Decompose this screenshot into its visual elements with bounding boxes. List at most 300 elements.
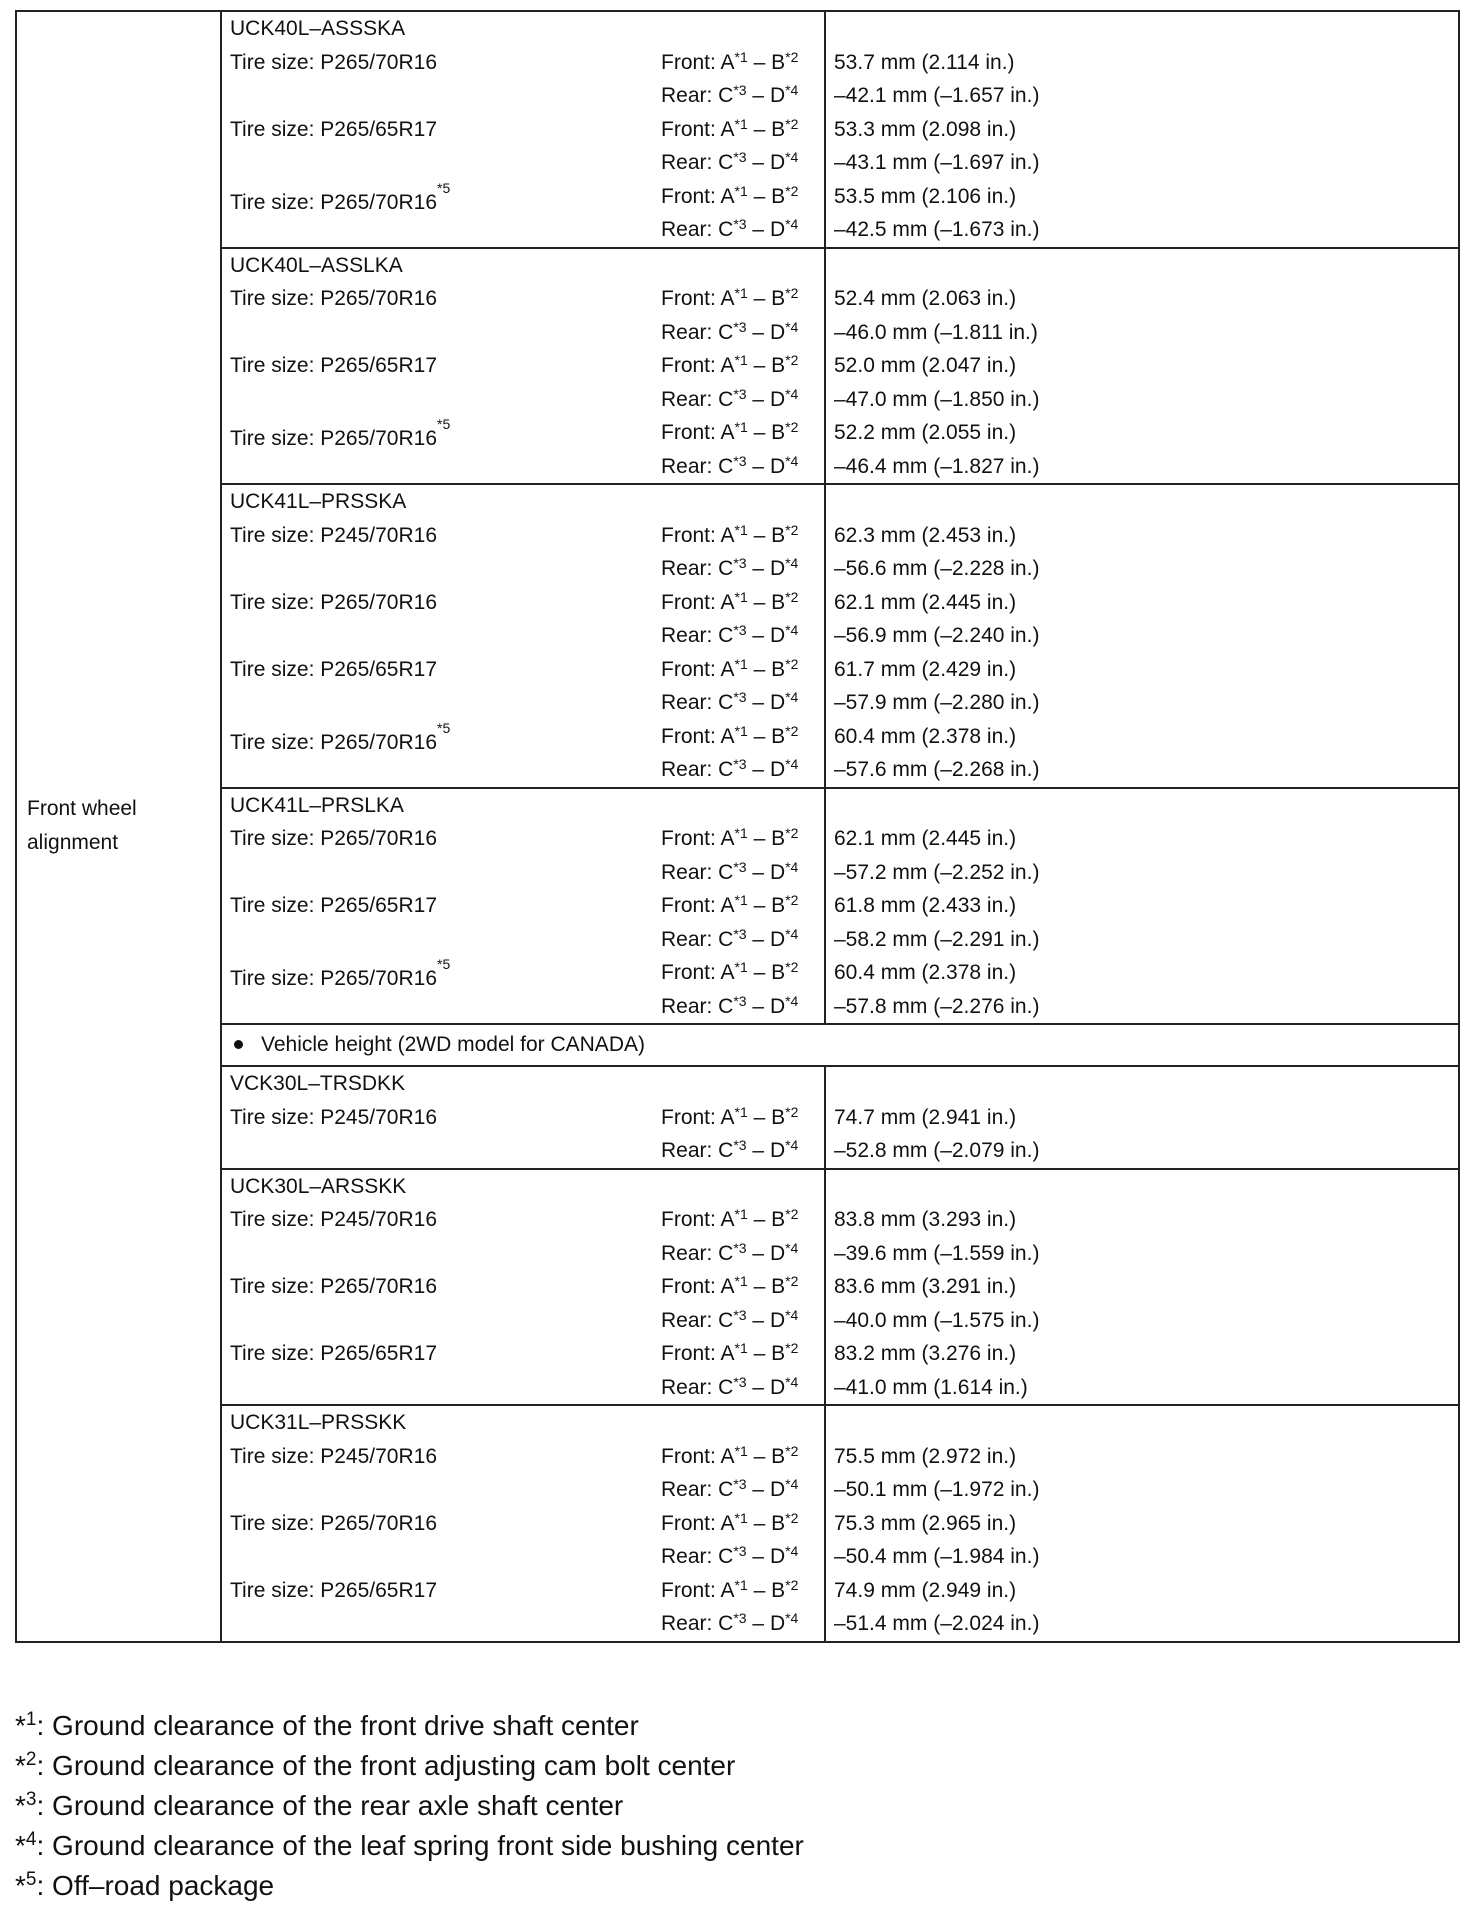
tire-rear-line (222, 383, 824, 417)
position-mid: – D (746, 1241, 786, 1265)
position-mid: – B (747, 1444, 786, 1468)
front-position-label (661, 720, 798, 756)
position-mark: *1 (734, 1509, 748, 1526)
tire-front-line (222, 653, 824, 687)
position-mark: *4 (785, 756, 799, 772)
position-mark: *1 (734, 825, 748, 841)
tire-size-text: Tire size: P265/70R16 (230, 1275, 437, 1298)
front-clearance-value: 83.8 mm (3.293 in.) (834, 1208, 1017, 1231)
position-mid: – D (746, 624, 786, 647)
position-mark: *3 (733, 756, 747, 772)
position-mid: – D (746, 1612, 786, 1635)
footnote-text: Ground clearance of the front adjusting cam bolt center (52, 1750, 736, 1781)
front-position-label (661, 653, 798, 689)
rear-position-label (661, 383, 798, 419)
rear-clearance-value: –52.8 mm (–2.079 in.) (834, 1139, 1040, 1162)
position-mark: *2 (785, 1576, 799, 1593)
rear-clearance-value: –56.9 mm (–2.240 in.) (834, 624, 1040, 647)
position-mark: *4 (785, 992, 799, 1009)
model-code: UCK40L–ASSSKA (230, 17, 406, 40)
tire-size (230, 1440, 437, 1474)
tire-size-text: Tire size: P265/65R17 (230, 1342, 437, 1365)
position-mid: – B (747, 287, 786, 310)
model-group-row (16, 788, 1459, 1025)
position-mark: *4 (785, 385, 799, 402)
footnote-separator: : (36, 1790, 53, 1821)
front-position-label (661, 956, 798, 992)
position-mark: *3 (733, 318, 747, 335)
tire-footnote-mark: *5 (437, 416, 451, 432)
footnote (15, 1706, 1455, 1746)
position-mid: – D (746, 1545, 786, 1568)
tire-front-line (222, 1574, 824, 1608)
position-mark: *3 (733, 1239, 747, 1256)
position-prefix: Front: A (661, 354, 735, 377)
position-mark: *3 (733, 385, 747, 402)
position-mark: *1 (734, 1103, 748, 1120)
front-clearance-value: 75.5 mm (2.972 in.) (834, 1444, 1017, 1468)
rear-position-label (661, 856, 798, 892)
rear-position-label (661, 1237, 798, 1273)
rear-position-label (661, 552, 798, 588)
tire-rear-line (222, 1371, 824, 1405)
rear-position-label (661, 1134, 798, 1170)
tire-front-line (222, 822, 824, 856)
position-mid: – D (746, 927, 786, 951)
position-prefix: Front: A (661, 724, 735, 748)
front-clearance-value: 83.6 mm (3.291 in.) (834, 1275, 1017, 1298)
position-mark: *3 (733, 622, 747, 638)
position-prefix: Rear: C (661, 1139, 734, 1162)
position-mid: – B (747, 50, 786, 74)
tire-rear-line (222, 316, 824, 350)
row-label-cell (16, 11, 221, 1642)
front-position-label (661, 46, 798, 82)
tire-rear-line (222, 686, 824, 720)
position-prefix: Front: A (661, 1444, 735, 1468)
model-value-spacer (826, 12, 1458, 46)
position-mark: *1 (734, 892, 748, 908)
position-mark: *4 (785, 1239, 799, 1256)
rear-position-label (661, 316, 798, 352)
position-mark: *2 (785, 1509, 799, 1526)
footnote (15, 1746, 1455, 1786)
position-mark: *1 (734, 182, 748, 199)
tire-footnote-mark: *5 (437, 179, 451, 196)
position-mid: – B (747, 1578, 786, 1602)
position-mark: *2 (785, 1206, 799, 1222)
position-mark: *3 (733, 1373, 747, 1390)
tire-front-line (222, 1101, 824, 1135)
wheel-alignment-spec-table (15, 10, 1460, 1643)
tire-front-line (222, 1440, 824, 1474)
rear-position-label (661, 1371, 798, 1407)
position-mid: – D (746, 557, 786, 580)
position-mark: *4 (785, 1543, 799, 1559)
front-clearance-value: 53.7 mm (2.114 in.) (834, 50, 1015, 74)
value-cell (825, 1066, 1459, 1169)
position-mark: *1 (734, 655, 748, 672)
tire-rear-line (222, 990, 824, 1024)
tire-size-text: Tire size: P245/70R16 (230, 1208, 437, 1231)
position-mid: – B (747, 1275, 786, 1298)
position-prefix: Front: A (661, 117, 735, 141)
tire-front-line (222, 1270, 824, 1304)
model-group-row (16, 11, 1459, 248)
position-mid: – B (747, 523, 786, 547)
position-mark: *3 (733, 992, 747, 1009)
position-mid: – D (746, 691, 786, 714)
tire-rear-line (222, 1304, 824, 1338)
rear-clearance-value: –51.4 mm (–2.024 in.) (834, 1612, 1040, 1635)
tire-size (230, 519, 437, 553)
tire-front-line (222, 1337, 824, 1371)
front-clearance-value: 61.7 mm (2.429 in.) (834, 657, 1017, 681)
model-group-row (16, 1169, 1459, 1406)
front-position-label (661, 113, 798, 149)
rear-clearance-value: –39.6 mm (–1.559 in.) (834, 1241, 1040, 1265)
rear-position-label (661, 79, 798, 115)
model-code: VCK30L–TRSDKK (230, 1072, 406, 1095)
tire-rear-line (222, 856, 824, 890)
footnote-asterisk: * (15, 1710, 26, 1741)
position-mark: *2 (785, 1442, 799, 1459)
tire-front-line (222, 349, 824, 383)
model-code: UCK31L–PRSSKK (230, 1411, 407, 1434)
tire-size (230, 889, 437, 923)
position-mark: *2 (785, 419, 799, 435)
tire-front-line (222, 282, 824, 316)
position-mark: *2 (785, 182, 799, 199)
tire-size-text: Tire size: P265/65R17 (230, 894, 437, 917)
rear-clearance-value: –42.1 mm (–1.657 in.) (834, 84, 1040, 107)
front-position-label (661, 586, 798, 622)
tire-size (230, 653, 437, 687)
section-heading-text: Vehicle height (2WD model for CANADA) (261, 1033, 645, 1056)
position-mark: *3 (733, 82, 747, 98)
tire-front-line (222, 416, 824, 450)
footnote (15, 1866, 1455, 1906)
bullet-icon (234, 1040, 243, 1049)
front-position-label (661, 1574, 798, 1610)
footnote-text: Off–road package (52, 1870, 275, 1901)
front-position-label (661, 1337, 798, 1373)
model-value-spacer (826, 789, 1458, 823)
position-mid: – D (746, 320, 786, 344)
position-prefix: Front: A (661, 287, 735, 310)
front-position-label (661, 822, 798, 858)
tire-front-line (222, 956, 824, 990)
rear-clearance-value: –57.6 mm (–2.268 in.) (834, 758, 1040, 781)
rear-clearance-value: –41.0 mm (1.614 in.) (834, 1375, 1028, 1399)
position-mark: *2 (785, 655, 799, 672)
front-position-label (661, 889, 798, 925)
position-mark: *2 (785, 892, 799, 908)
position-mid: – B (747, 961, 786, 984)
position-prefix: Rear: C (661, 994, 734, 1018)
tire-footnote-mark: *5 (437, 719, 451, 736)
position-prefix: Front: A (661, 1208, 735, 1231)
tire-rear-line (222, 79, 824, 113)
position-mid: – D (746, 454, 786, 478)
footnote (15, 1826, 1455, 1866)
rear-clearance-value: –46.0 mm (–1.811 in.) (834, 320, 1038, 344)
position-mark: *4 (785, 622, 799, 638)
position-mark: *1 (734, 1576, 748, 1593)
tire-rear-line (222, 1237, 824, 1271)
position-mark: *4 (785, 1137, 799, 1153)
position-mark: *1 (734, 1206, 748, 1222)
position-mark: *1 (734, 722, 748, 739)
position-mid: – D (746, 994, 786, 1018)
position-mark: *4 (785, 82, 799, 98)
condition-cell (221, 11, 825, 248)
tire-size (230, 1337, 437, 1371)
position-mark: *2 (785, 1340, 799, 1356)
rear-clearance-value: –57.2 mm (–2.252 in.) (834, 860, 1040, 884)
model-value-spacer (826, 249, 1458, 283)
footnote-mark (15, 1870, 36, 1901)
front-position-label (661, 1203, 798, 1239)
rear-clearance-value: –50.4 mm (–1.984 in.) (834, 1545, 1040, 1568)
row-label-line: alignment (27, 831, 119, 855)
front-clearance-value: 83.2 mm (3.276 in.) (834, 1342, 1017, 1365)
tire-size-text: Tire size: P265/70R16 (230, 287, 437, 310)
rear-position-label (661, 1540, 798, 1576)
position-prefix: Front: A (661, 827, 735, 850)
tire-rear-line (222, 619, 824, 653)
rear-position-label (661, 1473, 798, 1509)
position-prefix: Front: A (661, 50, 735, 74)
model-group-row (16, 484, 1459, 788)
tire-size (230, 349, 437, 383)
position-mark: *4 (785, 318, 799, 335)
footnote-mark (15, 1710, 36, 1741)
footnotes (15, 1706, 1455, 1906)
model-code: UCK41L–PRSLKA (230, 793, 404, 817)
model-code: UCK41L–PRSSKA (230, 490, 407, 513)
tire-size-text: Tire size: P265/70R16 (230, 590, 437, 614)
position-mid: – D (746, 84, 786, 107)
tire-front-line (222, 1203, 824, 1237)
position-prefix: Front: A (661, 1275, 735, 1298)
front-position-label (661, 1440, 798, 1476)
model-group-row (16, 1066, 1459, 1169)
position-prefix: Rear: C (661, 557, 734, 580)
tire-size-text: Tire size: P265/70R16 (230, 1511, 437, 1535)
front-clearance-value: 75.3 mm (2.965 in.) (834, 1511, 1017, 1535)
front-clearance-value: 74.9 mm (2.949 in.) (834, 1578, 1017, 1602)
footnote-separator: : (36, 1750, 53, 1781)
footnote-asterisk: * (15, 1790, 26, 1821)
model-value-spacer (826, 485, 1458, 519)
position-mark: *4 (785, 555, 799, 571)
position-mid: – B (747, 827, 786, 850)
position-mid: – B (747, 1208, 786, 1231)
front-clearance-value: 52.2 mm (2.055 in.) (834, 421, 1017, 444)
position-prefix: Front: A (661, 590, 735, 614)
position-mark: *1 (734, 959, 748, 975)
rear-position-label (661, 753, 798, 789)
position-mark: *1 (734, 1442, 748, 1459)
front-clearance-value: 60.4 mm (2.378 in.) (834, 961, 1017, 984)
tire-front-line (222, 586, 824, 620)
front-clearance-value: 52.4 mm (2.063 in.) (834, 287, 1017, 310)
position-mark: *3 (733, 1476, 747, 1492)
model-group-row (16, 248, 1459, 485)
tire-front-line (222, 180, 824, 214)
footnote-separator: : (36, 1870, 53, 1901)
tire-footnote-mark: *5 (437, 956, 451, 972)
position-mark: *2 (785, 722, 799, 739)
position-prefix: Rear: C (661, 320, 734, 344)
position-mark: *3 (733, 1306, 747, 1323)
condition-cell (221, 1066, 825, 1169)
position-prefix: Rear: C (661, 758, 734, 781)
position-mid: – B (747, 724, 786, 748)
position-mid: – D (746, 1375, 786, 1399)
front-position-label (661, 180, 798, 216)
tire-size-text: Tire size: P265/70R16 (230, 827, 437, 850)
front-position-label (661, 1101, 798, 1137)
tire-size-text: Tire size: P265/70R16 (230, 427, 437, 450)
condition-cell (221, 1169, 825, 1406)
front-clearance-value: 62.1 mm (2.445 in.) (834, 827, 1017, 850)
rear-position-label (661, 1607, 798, 1643)
rear-position-label (661, 213, 798, 249)
position-mark: *2 (785, 1273, 799, 1289)
rear-clearance-value: –56.6 mm (–2.228 in.) (834, 557, 1040, 580)
position-prefix: Front: A (661, 1511, 735, 1535)
position-prefix: Rear: C (661, 218, 734, 241)
section-heading (221, 1024, 1459, 1066)
footnote-separator: : (36, 1830, 53, 1861)
position-prefix: Rear: C (661, 624, 734, 647)
position-mark: *3 (733, 1137, 747, 1153)
position-mid: – B (747, 1511, 786, 1535)
model-group-row (16, 1405, 1459, 1642)
footnote-number: 2 (25, 1749, 37, 1770)
value-cell (825, 788, 1459, 1025)
footnote-text: Ground clearance of the front drive shaft center (52, 1710, 639, 1741)
tire-size (230, 1507, 437, 1541)
position-mid: – D (746, 1478, 786, 1501)
position-mark: *3 (733, 1610, 747, 1626)
rear-clearance-value: –40.0 mm (–1.575 in.) (834, 1308, 1040, 1332)
footnote-number: 3 (25, 1789, 37, 1810)
tire-rear-line (222, 1473, 824, 1507)
tire-size-text: Tire size: P245/70R16 (230, 1105, 437, 1129)
position-mid: – D (746, 1308, 786, 1332)
model-code: UCK30L–ARSSKK (230, 1174, 407, 1198)
position-mark: *4 (785, 1610, 799, 1626)
rear-clearance-value: –58.2 mm (–2.291 in.) (834, 927, 1040, 951)
position-prefix: Front: A (661, 894, 735, 917)
tire-size (230, 113, 437, 147)
position-prefix: Rear: C (661, 1478, 734, 1501)
position-mark: *2 (785, 352, 799, 368)
position-mark: *2 (785, 285, 799, 301)
position-mark: *4 (785, 1476, 799, 1492)
front-clearance-value: 53.3 mm (2.098 in.) (834, 117, 1017, 141)
rear-position-label (661, 146, 798, 182)
position-mark: *4 (785, 1373, 799, 1390)
rear-clearance-value: –43.1 mm (–1.697 in.) (834, 151, 1040, 174)
position-prefix: Front: A (661, 1342, 735, 1365)
front-position-label (661, 519, 798, 555)
tire-size-text: Tire size: P265/65R17 (230, 117, 437, 141)
tire-rear-line (222, 923, 824, 957)
rear-clearance-value: –57.9 mm (–2.280 in.) (834, 691, 1040, 714)
condition-cell (221, 248, 825, 485)
footnote-mark (15, 1830, 36, 1861)
footnote-asterisk: * (15, 1870, 26, 1901)
tire-size (230, 282, 437, 316)
position-mid: – B (747, 590, 786, 614)
position-prefix: Rear: C (661, 927, 734, 951)
tire-size (230, 1270, 437, 1304)
position-mid: – D (746, 218, 786, 241)
position-prefix: Rear: C (661, 691, 734, 714)
tire-front-line (222, 519, 824, 553)
tire-size (230, 46, 437, 80)
section-heading-row (16, 1024, 1459, 1066)
value-cell (825, 11, 1459, 248)
front-position-label (661, 1507, 798, 1543)
tire-size-text: Tire size: P245/70R16 (230, 1444, 437, 1468)
position-mid: – B (747, 421, 786, 444)
position-mark: *1 (734, 588, 748, 605)
position-prefix: Front: A (661, 961, 735, 984)
tire-front-line (222, 46, 824, 80)
position-mark: *1 (734, 1273, 748, 1289)
tire-front-line (222, 113, 824, 147)
position-mark: *1 (734, 419, 748, 435)
position-mid: – B (747, 1105, 786, 1129)
footnote-separator: : (36, 1710, 53, 1741)
rear-clearance-value: –42.5 mm (–1.673 in.) (834, 218, 1040, 241)
tire-front-line (222, 720, 824, 754)
position-mark: *3 (733, 149, 747, 165)
position-prefix: Front: A (661, 1578, 735, 1602)
position-mark: *2 (785, 959, 799, 975)
footnote-asterisk: * (15, 1750, 26, 1781)
tire-size (230, 1101, 437, 1135)
footnote-number: 5 (25, 1869, 37, 1890)
rear-position-label (661, 686, 798, 722)
position-mid: – D (746, 1139, 786, 1162)
position-mark: *1 (734, 521, 748, 538)
position-mid: – B (747, 1342, 786, 1365)
front-clearance-value: 74.7 mm (2.941 in.) (834, 1105, 1017, 1129)
position-mark: *3 (733, 555, 747, 571)
tire-size-text: Tire size: P265/65R17 (230, 354, 437, 377)
tire-front-line (222, 889, 824, 923)
tire-rear-line (222, 146, 824, 180)
position-prefix: Rear: C (661, 860, 734, 884)
position-mark: *1 (734, 115, 748, 132)
front-position-label (661, 416, 798, 452)
position-prefix: Rear: C (661, 1612, 734, 1635)
condition-cell (221, 1405, 825, 1642)
position-mark: *3 (733, 1543, 747, 1559)
value-cell (825, 1169, 1459, 1406)
tire-rear-line (222, 1607, 824, 1641)
model-code: UCK40L–ASSLKA (230, 253, 403, 277)
tire-size (230, 822, 437, 856)
footnote-text: Ground clearance of the rear axle shaft center (52, 1790, 624, 1821)
rear-position-label (661, 1304, 798, 1340)
